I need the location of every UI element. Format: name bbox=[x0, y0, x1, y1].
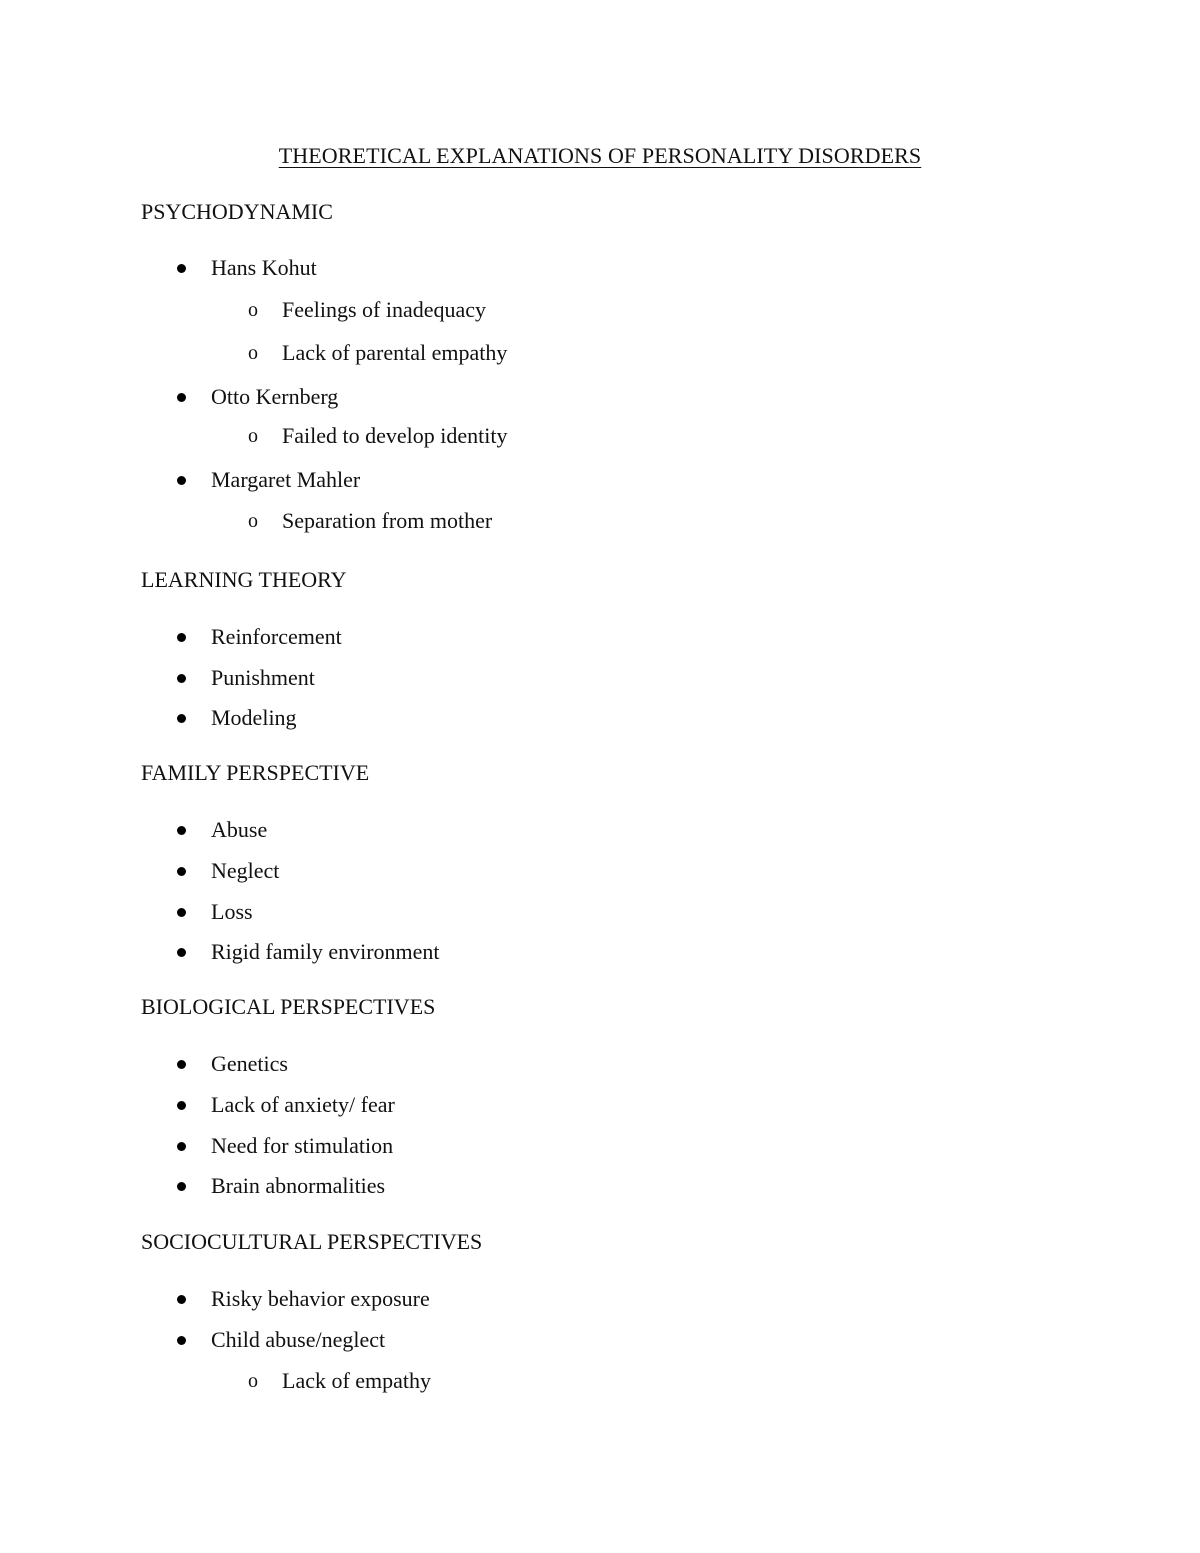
list-item-label: Abuse bbox=[211, 817, 268, 842]
section-heading: BIOLOGICAL PERSPECTIVES bbox=[141, 994, 436, 1019]
bullet-icon bbox=[177, 1060, 186, 1069]
bullet-icon bbox=[177, 908, 186, 917]
list-item bbox=[141, 815, 1041, 845]
bullet-icon bbox=[177, 1295, 186, 1304]
list-item bbox=[141, 622, 1041, 652]
sub-list-item bbox=[141, 421, 1041, 451]
bullet-icon bbox=[177, 393, 186, 402]
list-item bbox=[141, 897, 1041, 927]
list-item bbox=[141, 937, 1041, 967]
list-item bbox=[141, 1325, 1041, 1355]
sub-list-item-label: Lack of parental empathy bbox=[282, 340, 508, 365]
bullet-icon bbox=[177, 633, 186, 642]
bullet-icon bbox=[177, 264, 186, 273]
circle-bullet-icon: o bbox=[248, 510, 258, 532]
list-item-label: Otto Kernberg bbox=[211, 384, 339, 409]
list-item bbox=[141, 1131, 1041, 1161]
list-item bbox=[141, 1171, 1041, 1201]
sub-list-item bbox=[141, 338, 1041, 368]
section-sociocultural-perspectives bbox=[141, 1227, 1041, 1393]
circle-bullet-icon: o bbox=[248, 342, 258, 364]
section-heading: SOCIOCULTURAL PERSPECTIVES bbox=[141, 1229, 483, 1254]
list-item-label: Modeling bbox=[211, 705, 297, 730]
list-item bbox=[141, 465, 1041, 495]
list-item-label: Risky behavior exposure bbox=[211, 1286, 430, 1311]
list-item-label: Lack of anxiety/ fear bbox=[211, 1092, 395, 1117]
section-psychodynamic bbox=[141, 197, 1041, 533]
list-item-label: Margaret Mahler bbox=[211, 467, 361, 492]
circle-bullet-icon: o bbox=[248, 425, 258, 447]
section-heading: PSYCHODYNAMIC bbox=[141, 199, 333, 224]
list-item bbox=[141, 703, 1041, 733]
bullet-icon bbox=[177, 948, 186, 957]
list-item-label: Genetics bbox=[211, 1051, 288, 1076]
sub-list-item-label: Lack of empathy bbox=[282, 1368, 432, 1393]
list-item-label: Hans Kohut bbox=[211, 255, 317, 280]
list-item-label: Rigid family environment bbox=[211, 939, 440, 964]
list-item bbox=[141, 663, 1041, 693]
circle-bullet-icon: o bbox=[248, 1370, 258, 1392]
sub-list-item bbox=[141, 295, 1041, 325]
list-item bbox=[141, 1090, 1041, 1120]
section-heading: LEARNING THEORY bbox=[141, 567, 347, 592]
sub-list-item-label: Separation from mother bbox=[282, 508, 493, 533]
list-item-label: Punishment bbox=[211, 665, 315, 690]
list-item bbox=[141, 1049, 1041, 1079]
sub-list-item bbox=[141, 1366, 1041, 1396]
list-item-label: Brain abnormalities bbox=[211, 1173, 386, 1198]
section-heading: FAMILY PERSPECTIVE bbox=[141, 760, 370, 785]
sub-list-item-label: Failed to develop identity bbox=[282, 423, 508, 448]
list-item bbox=[141, 856, 1041, 886]
bullet-icon bbox=[177, 1101, 186, 1110]
bullet-icon bbox=[177, 1336, 186, 1345]
list-item-label: Neglect bbox=[211, 858, 280, 883]
section-biological-perspectives bbox=[141, 992, 1041, 1198]
list-item-label: Need for stimulation bbox=[211, 1133, 394, 1158]
bullet-icon bbox=[177, 674, 186, 683]
bullet-icon bbox=[177, 476, 186, 485]
bullet-icon bbox=[177, 714, 186, 723]
list-item bbox=[141, 382, 1041, 412]
list-item-label: Child abuse/neglect bbox=[211, 1327, 386, 1352]
list-item bbox=[141, 1284, 1041, 1314]
circle-bullet-icon: o bbox=[248, 299, 258, 321]
bullet-icon bbox=[177, 1142, 186, 1151]
list-item-label: Loss bbox=[211, 899, 253, 924]
bullet-icon bbox=[177, 826, 186, 835]
sub-list-item bbox=[141, 506, 1041, 536]
section-learning-theory bbox=[141, 565, 1041, 730]
sub-list-item-label: Feelings of inadequacy bbox=[282, 297, 487, 322]
section-family-perspective bbox=[141, 758, 1041, 964]
bullet-icon bbox=[177, 867, 186, 876]
bullet-icon bbox=[177, 1182, 186, 1191]
document-title: THEORETICAL EXPLANATIONS OF PERSONALITY DISORDERS bbox=[278, 143, 922, 168]
list-item-label: Reinforcement bbox=[211, 624, 342, 649]
